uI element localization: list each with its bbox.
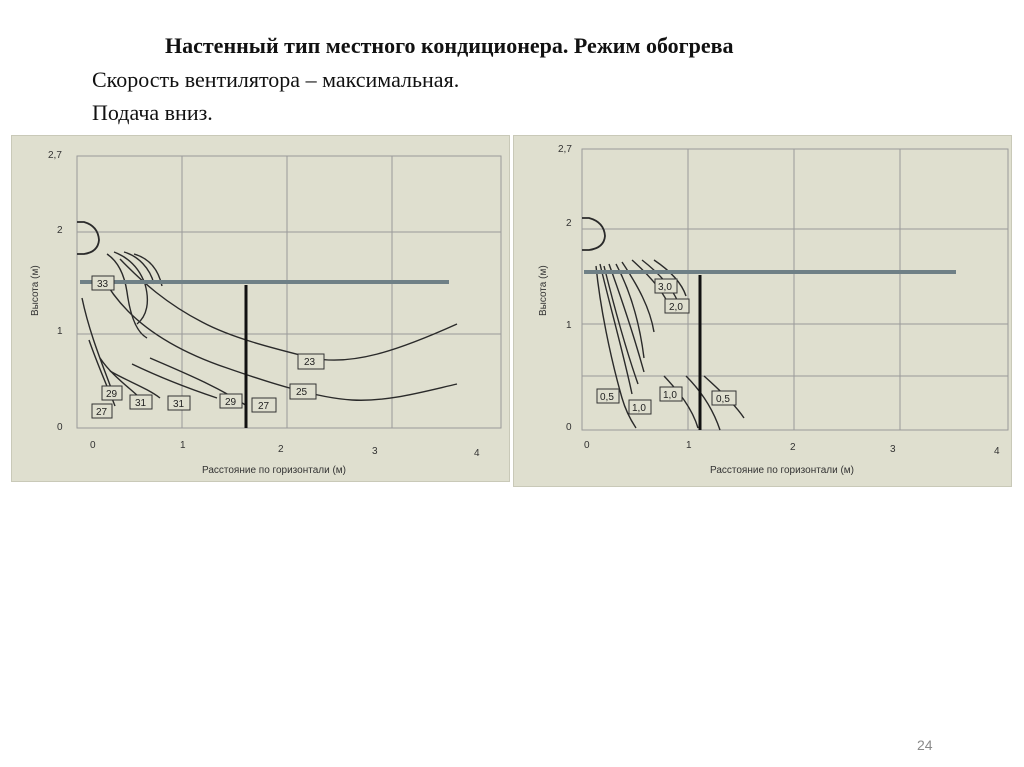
contour-label-31-b: 31 <box>173 399 185 410</box>
temperature-diagram <box>11 135 510 482</box>
contour-label-29-a: 29 <box>106 389 118 400</box>
indoor-unit-shape <box>582 218 605 250</box>
velocity-diagram-svg <box>514 136 1011 486</box>
x-axis-title: Расстояние по горизонтали (м) <box>202 465 347 476</box>
y-axis-title: Высота (м) <box>30 265 41 316</box>
y-tick-2-7: 2,7 <box>48 150 62 161</box>
airflow-direction-line: Подача вниз. <box>92 100 213 125</box>
contour-label-23: 23 <box>304 357 316 368</box>
x-tick-4: 4 <box>474 448 480 459</box>
slide-title: Настенный тип местного кондиционера. Режим обогрева <box>165 33 734 58</box>
x-tick-3: 3 <box>372 446 378 457</box>
x-tick-3: 3 <box>890 444 896 455</box>
x-tick-0: 0 <box>90 440 96 451</box>
contour-label-27-a: 27 <box>96 407 108 418</box>
velocity-diagram <box>513 135 1012 487</box>
y-tick-2: 2 <box>57 225 63 236</box>
contour-label-1-0-a: 1,0 <box>632 403 646 414</box>
y-tick-0: 0 <box>566 422 572 433</box>
x-tick-2: 2 <box>790 442 796 453</box>
x-tick-1: 1 <box>686 440 692 451</box>
velocity-grid <box>582 149 1008 430</box>
y-tick-2-7: 2,7 <box>558 144 572 155</box>
contour-label-27-b: 27 <box>258 401 270 412</box>
y-tick-2: 2 <box>566 218 572 229</box>
x-axis-title: Расстояние по горизонтали (м) <box>710 465 855 476</box>
contour-label-3-0: 3,0 <box>658 282 672 293</box>
indoor-unit-shape <box>77 222 99 254</box>
page-number: 24 <box>917 737 933 753</box>
x-tick-1: 1 <box>180 440 186 451</box>
contour-label-0-5-a: 0,5 <box>600 392 614 403</box>
x-tick-2: 2 <box>278 444 284 455</box>
temperature-diagram-svg <box>12 136 509 481</box>
fan-speed-line: Скорость вентилятора – максимальная. <box>92 67 460 92</box>
contour-label-29-b: 29 <box>225 397 237 408</box>
y-tick-0: 0 <box>57 422 63 433</box>
temperature-contours <box>82 252 457 406</box>
x-tick-0: 0 <box>584 440 590 451</box>
y-tick-1: 1 <box>566 320 572 331</box>
contour-label-1-0-b: 1,0 <box>663 390 677 401</box>
y-tick-1: 1 <box>57 326 63 337</box>
contour-label-2-0: 2,0 <box>669 302 683 313</box>
x-tick-4: 4 <box>994 446 1000 457</box>
contour-label-0-5-b: 0,5 <box>716 394 730 405</box>
contour-label-25: 25 <box>296 387 308 398</box>
y-axis-title: Высота (м) <box>538 265 549 316</box>
contour-label-33: 33 <box>97 279 109 290</box>
contour-label-31-a: 31 <box>135 398 147 409</box>
